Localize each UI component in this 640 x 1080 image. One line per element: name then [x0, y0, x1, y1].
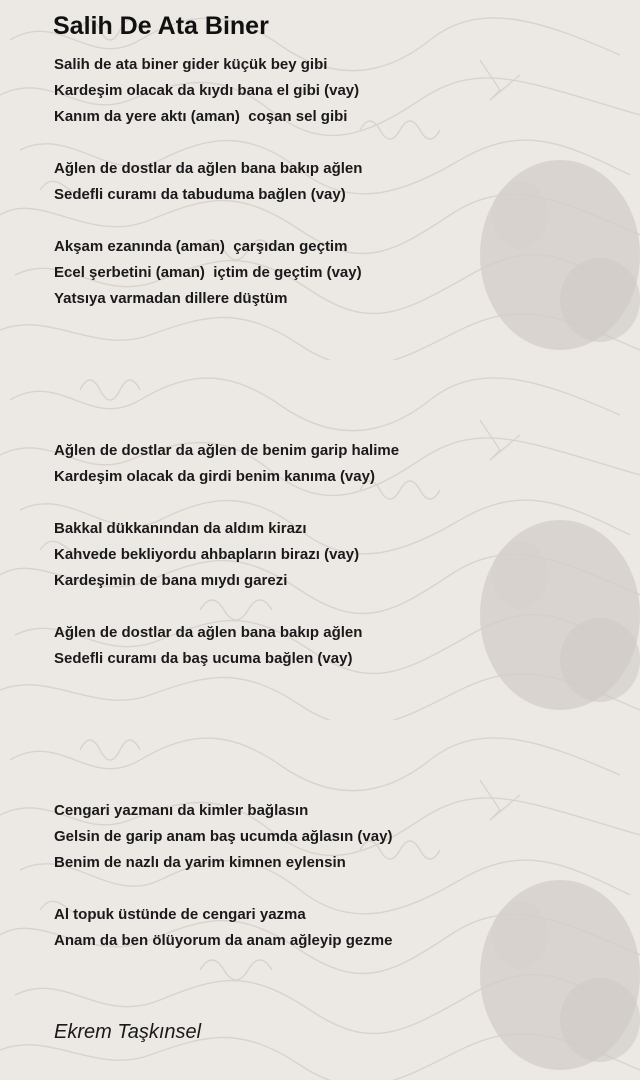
- poem-line: Yatsıya varmadan dillere düştüm: [54, 290, 288, 307]
- poem-line: Anam da ben ölüyorum da anam ağleyip gezme: [54, 932, 393, 949]
- poem-line: Benim de nazlı da yarim kimnen eylensin: [54, 854, 346, 871]
- poem-line: Sedefli curamı da baş ucuma bağlen (vay): [54, 650, 353, 667]
- poem-line: Cengari yazmanı da kimler bağlasın: [54, 802, 309, 819]
- poem-line: Al topuk üstünde de cengari yazma: [54, 906, 306, 923]
- poem-line: Kardeşim olacak da girdi benim kanıma (vay): [54, 468, 375, 485]
- poem-line: Kardeşim olacak da kıydı bana el gibi (vay): [54, 82, 360, 99]
- poem-author: Ekrem Taşkınsel: [54, 1021, 202, 1043]
- poem-line: Ecel şerbetini (aman) içtim de geçtim (vay): [54, 264, 362, 281]
- poem-line: Salih de ata biner gider küçük bey gibi: [54, 56, 328, 73]
- poem-line: Kahvede bekliyordu ahbapların birazı (vay): [54, 546, 360, 563]
- poem-line: Kardeşimin de bana mıydı garezi: [54, 572, 288, 589]
- poem-title: Salih De Ata Biner: [53, 12, 269, 40]
- poem-line: Bakkal dükkanından da aldım kirazı: [54, 520, 307, 537]
- poem-line: Ağlen de dostlar da ağlen bana bakıp ağlen: [54, 160, 363, 177]
- poem-line: Gelsin de garip anam baş ucumda ağlasın (vay): [54, 828, 393, 845]
- poem-line: Sedefli curamı da tabuduma bağlen (vay): [54, 186, 346, 203]
- poem-line: Kanım da yere aktı (aman) coşan sel gibi: [54, 108, 348, 125]
- poem-line: Ağlen de dostlar da ağlen de benim garip halime: [54, 442, 400, 459]
- poem-line: Akşam ezanında (aman) çarşıdan geçtim: [54, 238, 348, 255]
- poem-line: Ağlen de dostlar da ağlen bana bakıp ağlen: [54, 624, 363, 641]
